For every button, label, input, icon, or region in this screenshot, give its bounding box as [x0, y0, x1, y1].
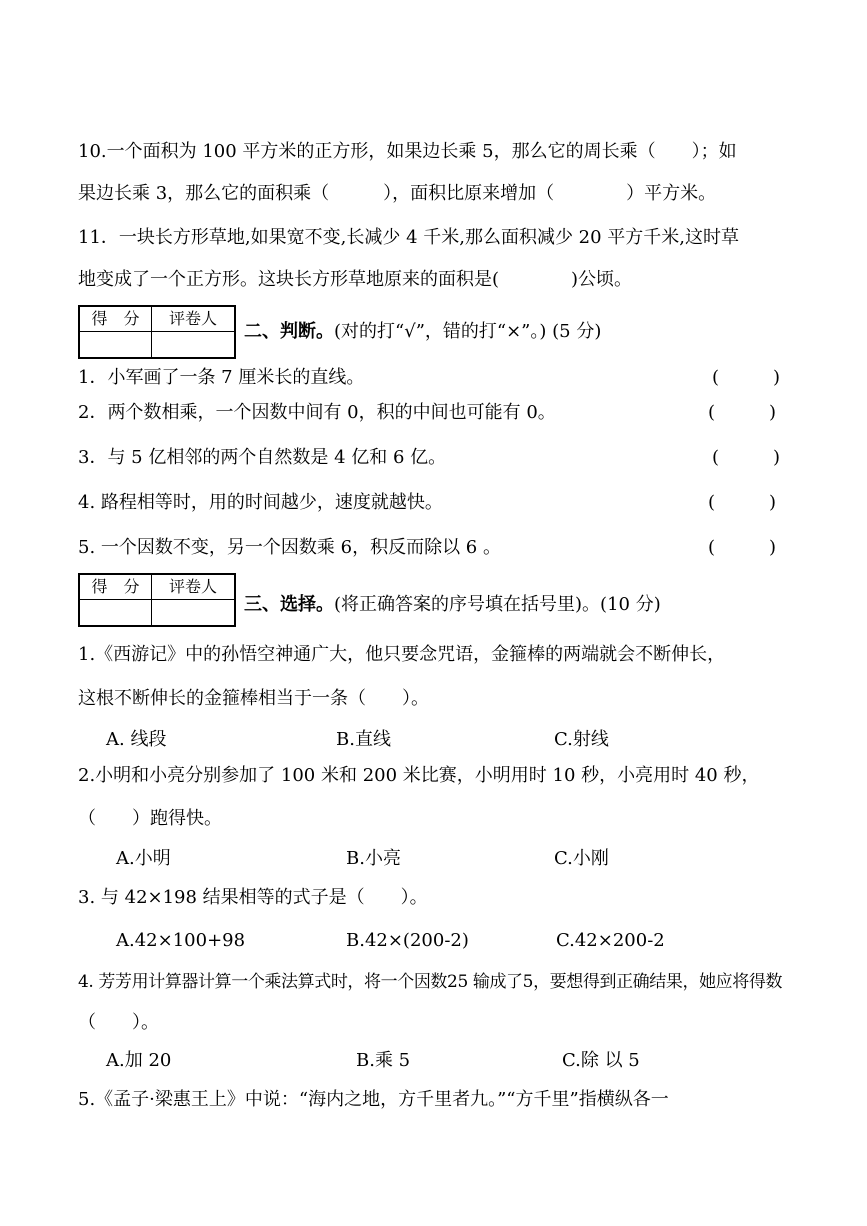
score-label: 得 分 — [80, 307, 152, 332]
section2-note: (对的打“√”，错的打“×”。) (5 分) — [334, 321, 602, 342]
section2-heading — [244, 320, 601, 344]
choice-q2-line2: （ ）跑得快。 — [78, 808, 222, 829]
judge-item-3: 3．与 5 亿相邻的两个自然数是 4 亿和 6 亿。 — [78, 447, 447, 468]
judge-answer-2[interactable]: ( ) — [708, 402, 777, 423]
judge-answer-4[interactable]: ( ) — [708, 492, 777, 513]
q10-line2: 果边长乘 3，那么它的面积乘（ ），面积比原来增加（ ）平方米。 — [78, 183, 717, 204]
judge-answer-3[interactable]: ( ) — [712, 447, 781, 468]
choice-q2-option-b[interactable]: B.小亮 — [346, 848, 401, 869]
score-box-section3 — [78, 573, 236, 627]
grader-label: 评卷人 — [152, 575, 234, 600]
choice-q1-option-a[interactable]: A. 线段 — [106, 729, 167, 750]
choice-q1-option-c[interactable]: C.射线 — [554, 729, 609, 750]
section3-title: 三、选择。 — [244, 594, 334, 615]
choice-q4-line1: 4. 芳芳用计算器计算一个乘法算式时，将一个因数25 输成了5，要想得到正确结果，她应将得数 — [78, 972, 783, 992]
judge-item-2: 2．两个数相乘，一个因数中间有 0，积的中间也可能有 0。 — [78, 402, 556, 423]
choice-q2-line1: 2.小明和小亮分别参加了 100 米和 200 米比赛，小明用时 10 秒，小亮用时 40 秒， — [78, 765, 760, 786]
choice-q3-option-c[interactable]: C.42×200-2 — [556, 930, 665, 951]
choice-q2-option-a[interactable]: A.小明 — [116, 848, 171, 869]
judge-answer-5[interactable]: ( ) — [708, 537, 777, 558]
judge-item-1: 1．小军画了一条 7 厘米长的直线。 — [78, 367, 365, 388]
judge-item-5: 5. 一个因数不变，另一个因数乘 6，积反而除以 6 。 — [78, 537, 501, 558]
choice-q2-option-c[interactable]: C.小刚 — [554, 848, 609, 869]
grader-cell[interactable] — [152, 332, 234, 357]
q11-line1: 11．一块长方形草地,如果宽不变,长减少 4 千米,那么面积减少 20 平方千米,这时草 — [78, 227, 740, 248]
judge-item-4: 4. 路程相等时，用的时间越少，速度就越快。 — [78, 492, 443, 513]
section3-note: (将正确答案的序号填在括号里)。(10 分) — [334, 594, 661, 615]
q11-line2: 地变成了一个正方形。这块长方形草地原来的面积是( )公顷。 — [78, 269, 633, 290]
choice-q1-option-b[interactable]: B.直线 — [336, 729, 391, 750]
grader-cell[interactable] — [152, 600, 234, 625]
score-cell[interactable] — [80, 332, 152, 357]
section2-title: 二、判断。 — [244, 321, 334, 342]
section3-heading — [244, 593, 661, 617]
judge-answer-1[interactable]: ( ) — [712, 367, 781, 388]
grader-label: 评卷人 — [152, 307, 234, 332]
choice-q3-line1: 3. 与 42×198 结果相等的式子是（ ）。 — [78, 887, 428, 908]
choice-q4-option-a[interactable]: A.加 20 — [106, 1050, 172, 1071]
choice-q3-option-b[interactable]: B.42×(200-2) — [346, 930, 469, 951]
choice-q1-line1: 1.《西游记》中的孙悟空神通广大，他只要念咒语，金箍棒的两端就会不断伸长， — [78, 644, 726, 665]
score-box-section2 — [78, 305, 236, 359]
choice-q4-option-b[interactable]: B.乘 5 — [356, 1050, 411, 1071]
q10-line1: 10.一个面积为 100 平方米的正方形，如果边长乘 5，那么它的周长乘（ ）；如 — [78, 141, 737, 162]
score-label: 得 分 — [80, 575, 152, 600]
choice-q4-option-c[interactable]: C.除 以 5 — [562, 1050, 640, 1071]
choice-q4-line2: （ ）。 — [78, 1012, 159, 1033]
score-cell[interactable] — [80, 600, 152, 625]
choice-q5-line1: 5.《孟子·梁惠王上》中说：“海内之地，方千里者九。”“方千里”指横纵各一 — [78, 1089, 669, 1110]
choice-q1-line2: 这根不断伸长的金箍棒相当于一条（ ）。 — [78, 688, 429, 709]
choice-q3-option-a[interactable]: A.42×100+98 — [116, 930, 246, 951]
